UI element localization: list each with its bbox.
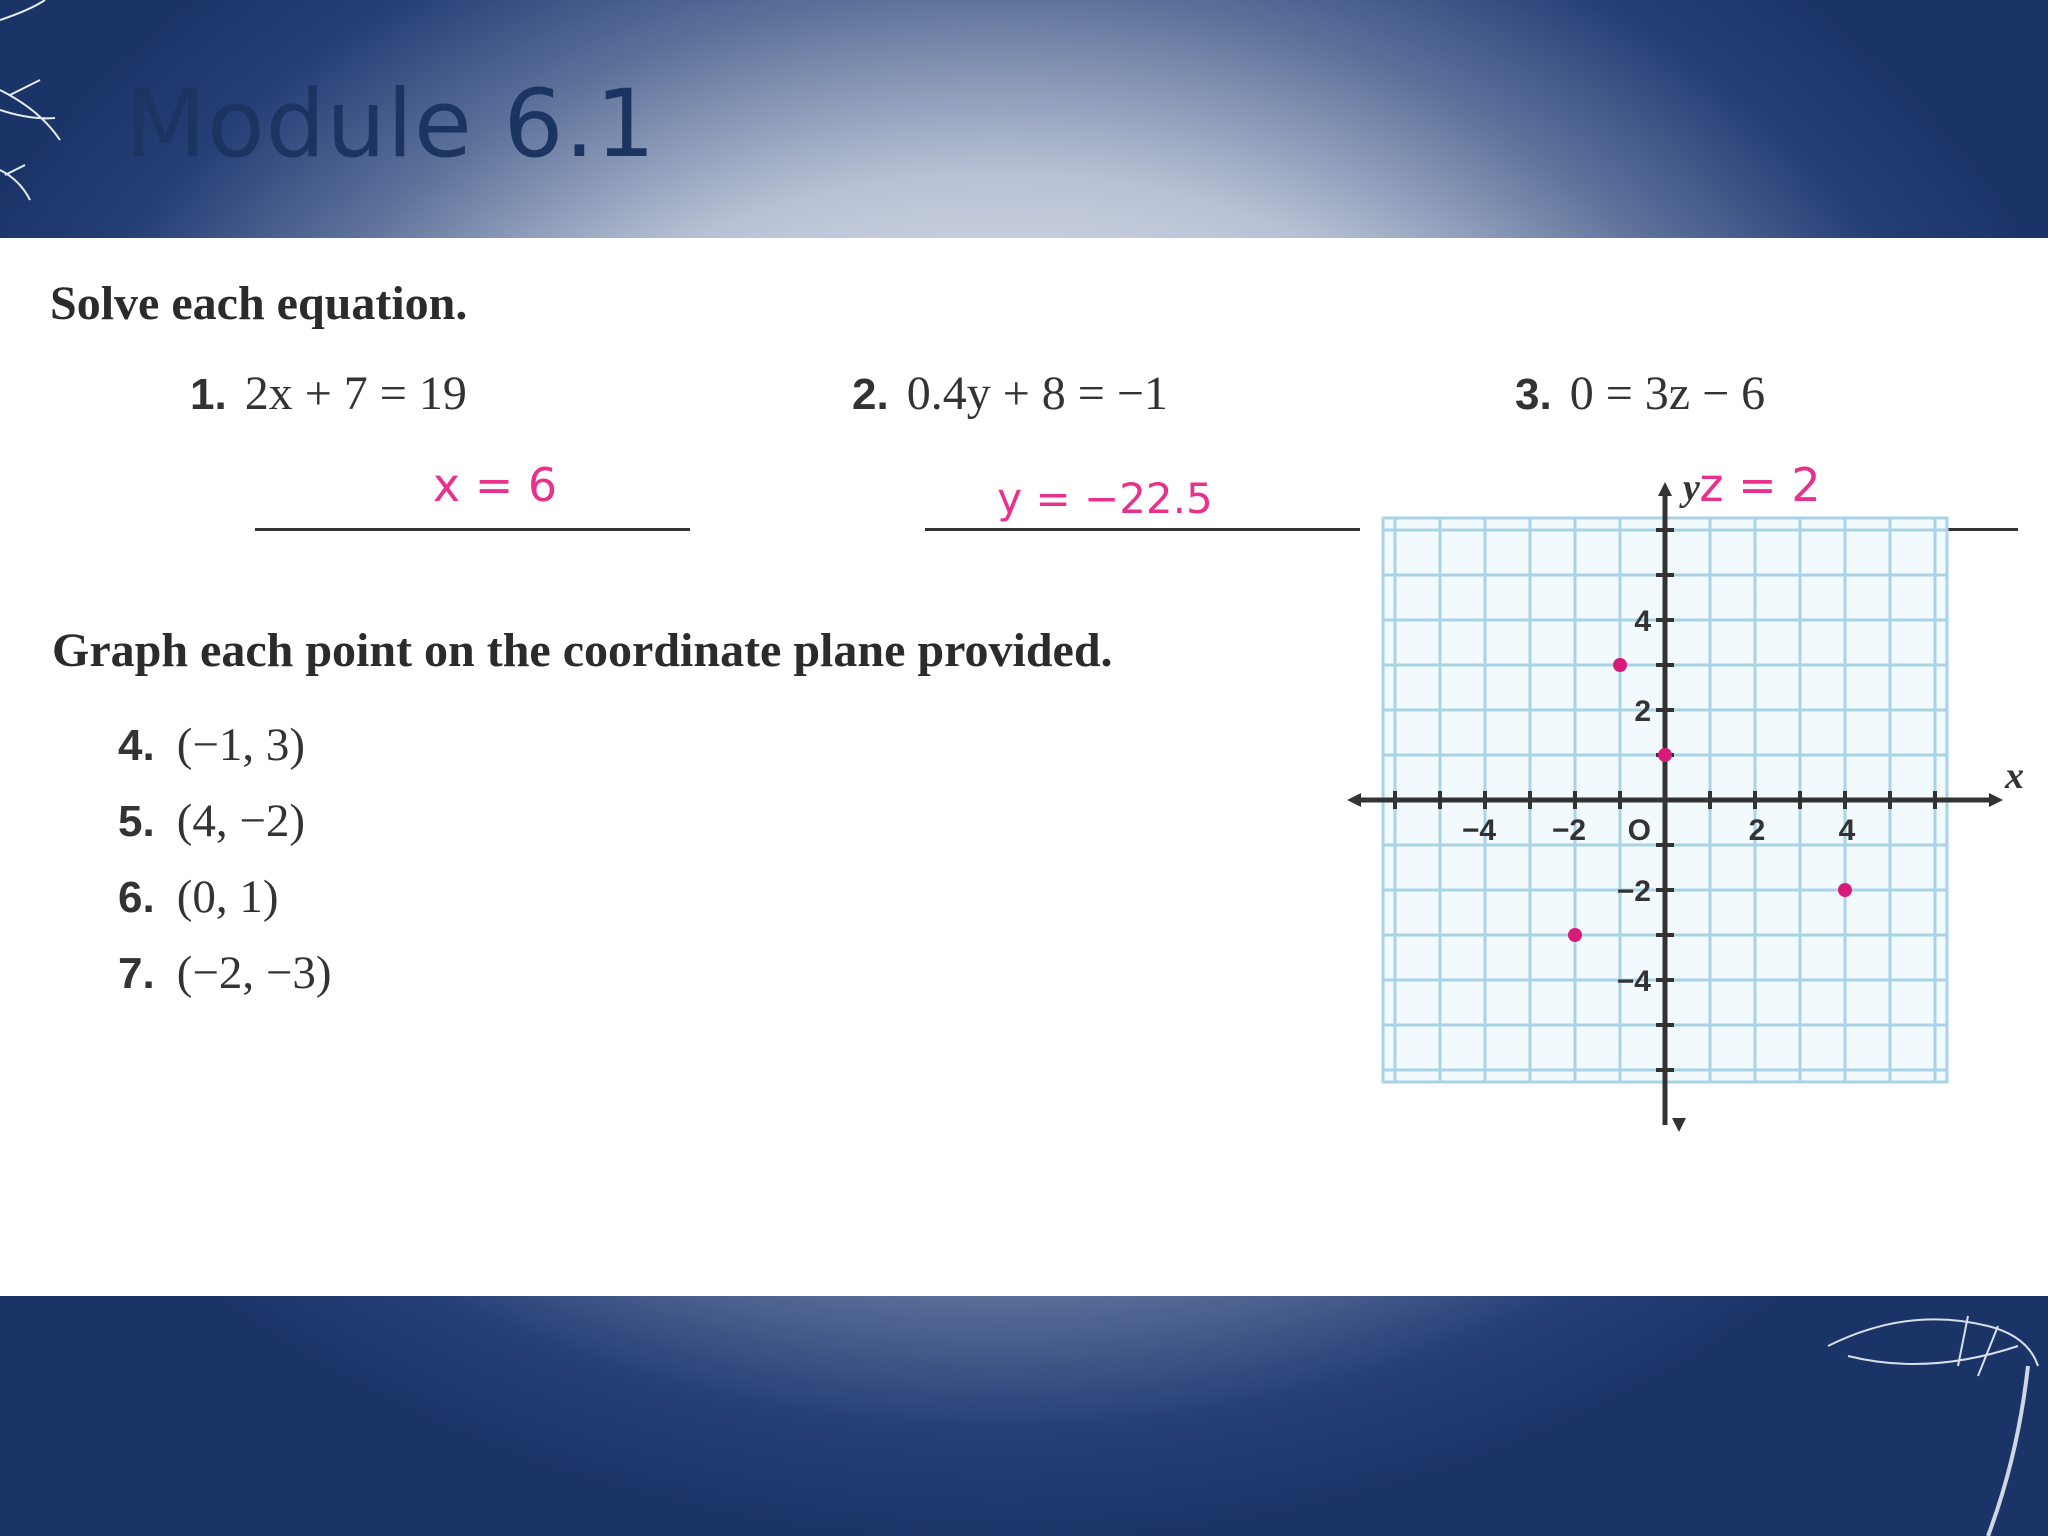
answer-line-1 <box>255 528 690 531</box>
point-item-5 <box>118 794 305 848</box>
point-number: 4. <box>118 721 155 770</box>
origin-label: O <box>1627 814 1651 847</box>
point-label: (−2, −3) <box>176 947 332 999</box>
equation-text: 2x + 7 = 19 <box>244 367 467 420</box>
y-tick-label: −4 <box>1616 965 1651 998</box>
equation-item-1 <box>190 366 467 421</box>
worksheet-panel <box>0 238 2048 1296</box>
point-item-4 <box>118 718 305 772</box>
plotted-point <box>1658 748 1672 762</box>
y-tick-label: 2 <box>1634 695 1651 728</box>
x-tick-label: 4 <box>1838 814 1856 847</box>
corner-wisp-top-left <box>0 0 70 240</box>
equation-text: 0 = 3z − 6 <box>1569 367 1766 420</box>
corner-dandelion-bottom-right <box>1788 1286 2048 1536</box>
y-axis-label: y <box>1683 467 1700 509</box>
plotted-point <box>1613 658 1627 672</box>
y-tick-label: −2 <box>1616 875 1651 908</box>
slide-title: Module 6.1 <box>125 70 657 179</box>
equation-number: 2. <box>852 370 889 419</box>
x-tick-label: −4 <box>1461 814 1497 847</box>
plotted-point <box>1568 928 1582 942</box>
equation-number: 1. <box>190 370 227 419</box>
equation-number: 3. <box>1515 370 1552 419</box>
point-label: (4, −2) <box>176 795 306 847</box>
point-number: 6. <box>118 873 155 922</box>
point-number: 5. <box>118 797 155 846</box>
point-number: 7. <box>118 949 155 998</box>
point-item-6 <box>118 870 279 924</box>
x-axis-right-arrow <box>1989 793 2003 807</box>
equation-item-2 <box>852 366 1168 421</box>
x-tick-label: 2 <box>1748 814 1766 847</box>
point-item-7 <box>118 946 332 1000</box>
point-label: (0, 1) <box>176 871 279 923</box>
equations-instruction: Solve each equation. <box>50 277 468 330</box>
answer-line-2 <box>925 528 1360 531</box>
graphing-instruction: Graph each point on the coordinate plane provided. <box>52 624 1113 677</box>
y-axis-down-arrow <box>1672 1118 1686 1132</box>
answer-3: z = 2 <box>1699 458 1821 512</box>
point-label: (−1, 3) <box>176 719 306 771</box>
x-axis-label: x <box>2005 755 2024 797</box>
equation-item-3 <box>1515 366 1765 421</box>
y-tick-label: 4 <box>1634 605 1651 638</box>
answer-1: x = 6 <box>432 458 558 512</box>
plotted-point <box>1838 883 1852 897</box>
answer-2: y = −22.5 <box>997 474 1213 523</box>
x-tick-label: −2 <box>1551 814 1587 847</box>
equation-text: 0.4y + 8 = −1 <box>906 367 1168 420</box>
x-axis-left-arrow <box>1347 793 1361 807</box>
